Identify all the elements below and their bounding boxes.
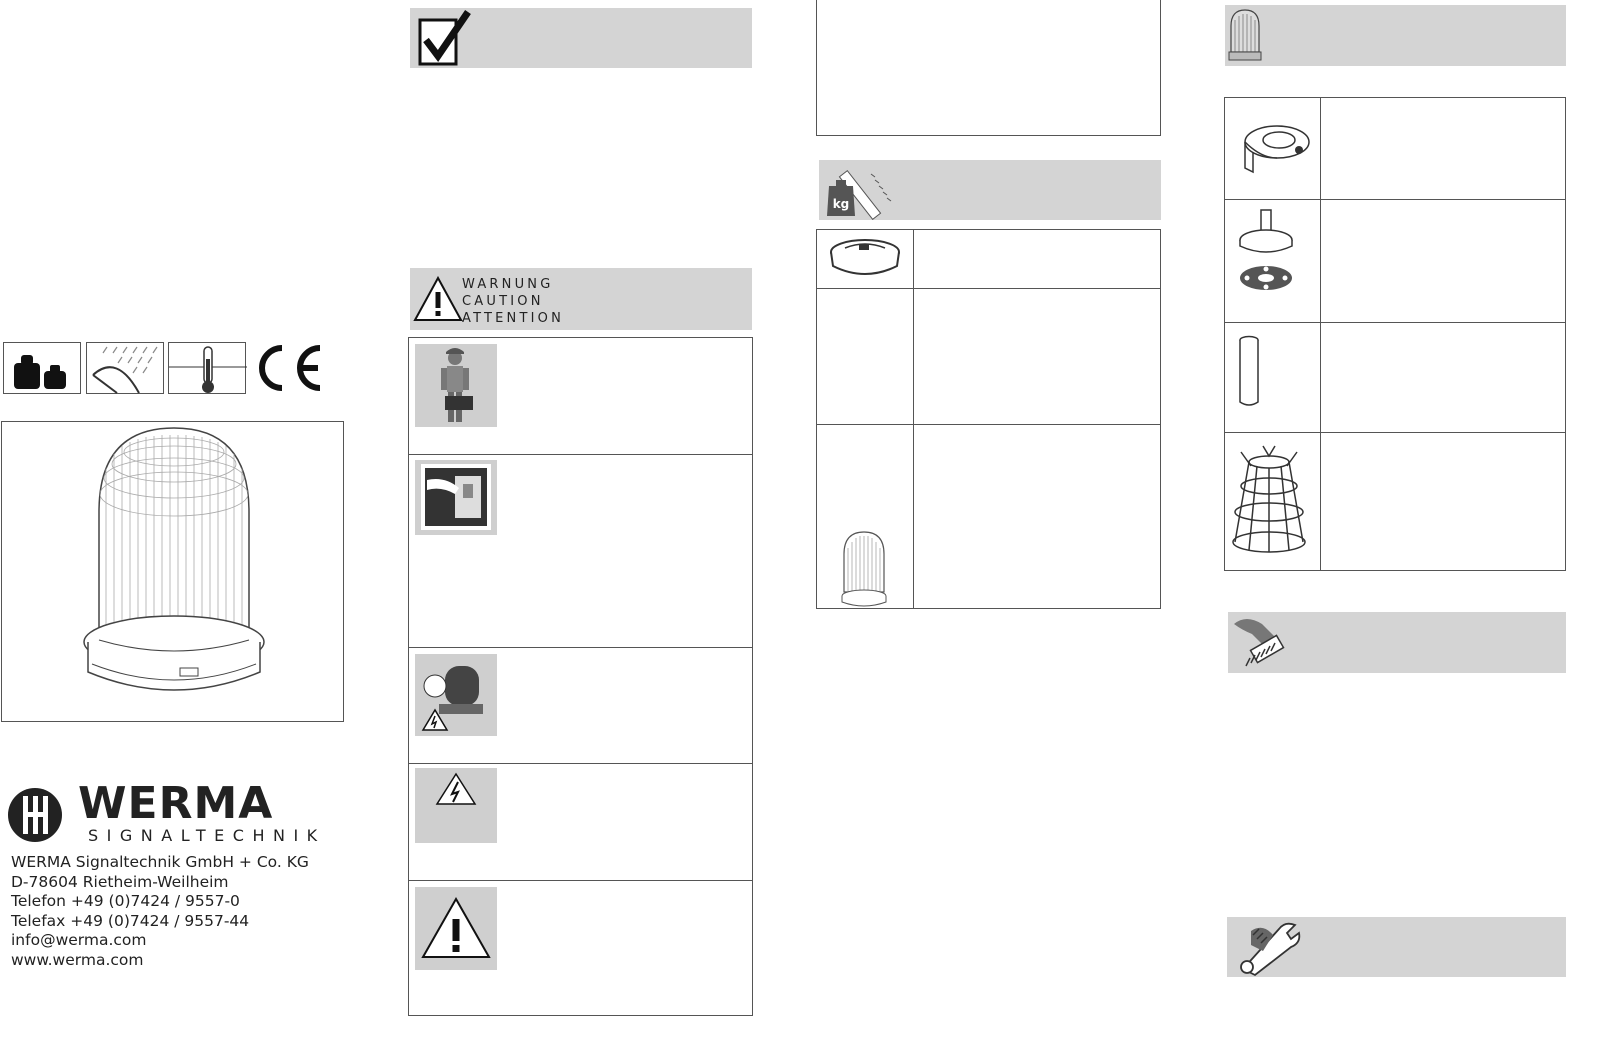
warning-line-en: CAUTION [462, 294, 544, 309]
checklist-header [410, 8, 752, 68]
logo-subtext: SIGNALTECHNIK [88, 826, 326, 845]
product-image [1, 421, 344, 722]
logo-wordmark: WERMA [78, 778, 274, 829]
wall-bracket-icon [1231, 112, 1315, 182]
rain-protection-icon [86, 342, 164, 394]
tube-icon [1229, 334, 1269, 410]
service-tools-icon [1233, 917, 1303, 977]
address-phone: Telefon +49 (0)7424 / 9557-0 [11, 892, 240, 910]
cleaning-header [1228, 612, 1566, 673]
mounting-base-icon [1233, 206, 1303, 306]
dimensions-table [816, 229, 1161, 609]
weight-measure-icon [825, 162, 901, 220]
address-email[interactable]: info@werma.com [11, 931, 147, 949]
warning-line-de: WARNUNG [462, 277, 554, 292]
dome-icon [834, 528, 894, 608]
warning-line-fr: ATTENTION [462, 311, 565, 326]
svg-text:kg: kg [832, 197, 850, 211]
weights-icon [3, 342, 81, 394]
service-header [1227, 917, 1566, 977]
base-socket-icon [823, 234, 907, 284]
ce-mark-icon [252, 340, 326, 396]
address-city: D-78604 Rietheim-Weilheim [11, 872, 229, 891]
power-switch-icon [415, 460, 497, 535]
address-company: WERMA Signaltechnik GmbH + Co. KG [11, 853, 309, 871]
technician-icon [415, 344, 497, 427]
weight-dimensions-header [819, 160, 1161, 220]
beacon-icon [1225, 6, 1265, 66]
checkmark-icon [418, 10, 474, 68]
cleaning-brush-icon [1228, 612, 1292, 672]
warnings-table [408, 337, 753, 1016]
address-web[interactable]: www.werma.com [11, 950, 144, 969]
warning-header [410, 268, 752, 330]
temperature-icon [168, 342, 246, 394]
werma-logo [6, 778, 336, 848]
protective-cage-icon [1229, 442, 1309, 566]
info-box [816, 0, 1161, 136]
beacon-voltage-icon [415, 654, 497, 736]
general-warning-icon [415, 887, 497, 970]
high-voltage-icon [415, 768, 497, 843]
accessories-table [1224, 97, 1566, 571]
address-fax: Telefax +49 (0)7424 / 9557-44 [11, 911, 250, 930]
address-block [11, 853, 341, 970]
warning-triangle-icon [413, 276, 463, 322]
accessories-header [1225, 5, 1566, 66]
